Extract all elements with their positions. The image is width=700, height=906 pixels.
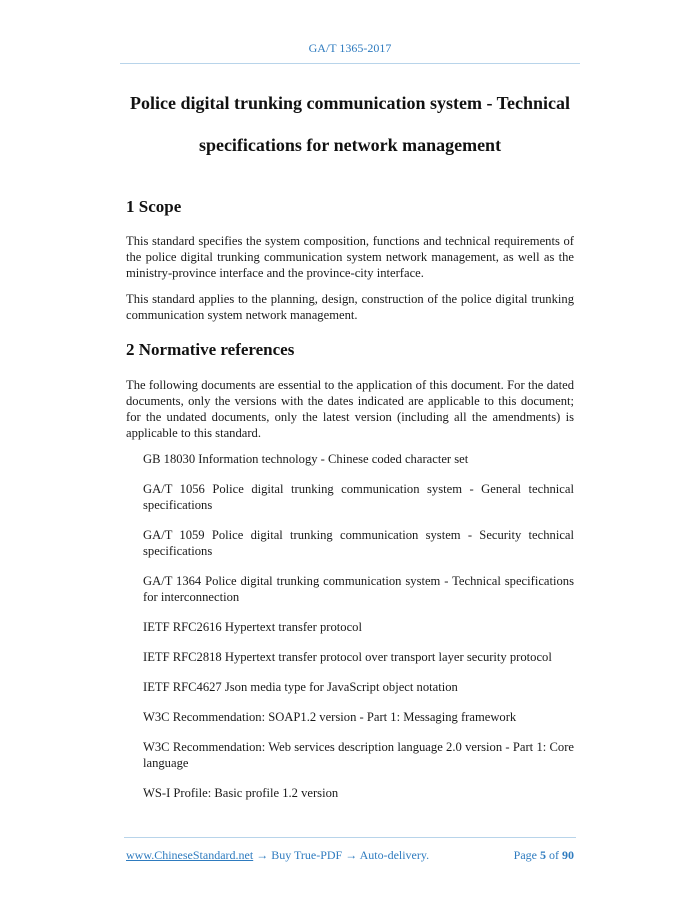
page-current: 5	[540, 848, 546, 862]
footer-divider	[124, 837, 576, 838]
page-of-label: of	[549, 848, 559, 862]
header-divider	[120, 63, 580, 64]
document-body	[126, 196, 574, 815]
document-title	[120, 82, 580, 166]
reference-item: IETF RFC2616 Hypertext transfer protocol	[143, 620, 362, 634]
footer-promo-text: → Buy True-PDF → Auto-delivery.	[253, 848, 430, 862]
reference-item: GA/T 1364 Police digital trunking communication system - Technical specifications for interconnection	[143, 574, 574, 604]
scope-paragraph-1: This standard specifies the system composition, functions and technical requirements of the police digital trunking communication system network management, as well as the ministry-province interface and the province-city interface.	[126, 234, 574, 280]
section-heading-normative-references: 2 Normative references	[126, 340, 295, 359]
document-code-header: GA/T 1365-2017	[308, 41, 392, 55]
section-heading-scope: 1 Scope	[126, 197, 182, 216]
reference-item: IETF RFC4627 Json media type for JavaScript object notation	[143, 680, 458, 694]
reference-item: W3C Recommendation: Web services description language 2.0 version - Part 1: Core language	[143, 740, 574, 770]
document-title-line-1: Police digital trunking communication system - Technical	[129, 93, 570, 113]
reference-item: W3C Recommendation: SOAP1.2 version - Part 1: Messaging framework	[143, 710, 517, 724]
document-title-line-2: specifications for network management	[198, 135, 502, 155]
normative-references-intro: The following documents are essential to the application of this document. For the dated documents, only the versions with the dates indicated are applicable to this document; for the undated documents, only the latest version (including all the amendments) is applicable to this standard.	[126, 378, 574, 440]
reference-item: GB 18030 Information technology - Chinese coded character set	[143, 452, 469, 466]
reference-item: WS-I Profile: Basic profile 1.2 version	[143, 786, 339, 800]
chinesestandard-link[interactable]: www.ChineseStandard.net	[126, 848, 254, 862]
page-label: Page	[513, 848, 537, 862]
page-footer	[126, 848, 574, 863]
page-total: 90	[562, 848, 574, 862]
reference-item: IETF RFC2818 Hypertext transfer protocol over transport layer security protocol	[143, 650, 552, 664]
page-number	[514, 848, 574, 863]
reference-item: GA/T 1059 Police digital trunking communication system - Security technical specifications	[143, 528, 574, 558]
scope-paragraph-2: This standard applies to the planning, design, construction of the police digital trunking communication system network management.	[126, 292, 574, 322]
reference-list	[143, 451, 574, 801]
reference-item: GA/T 1056 Police digital trunking communication system - General technical specifications	[143, 482, 574, 512]
